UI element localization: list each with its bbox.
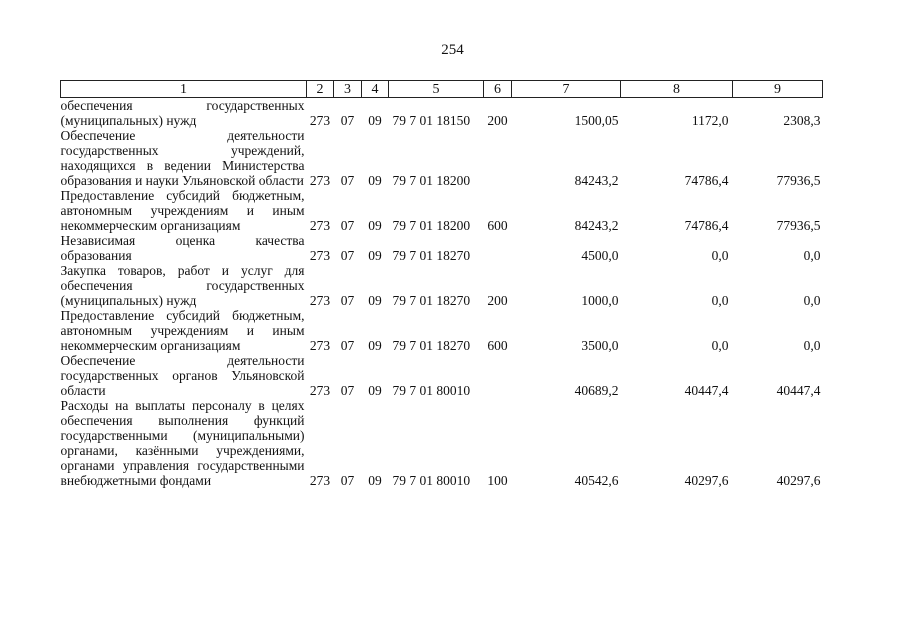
subsection-code: 09	[368, 338, 382, 353]
target-article-code: 79 7 01 18270	[392, 338, 471, 353]
amount-col8: 40297,6	[684, 473, 729, 488]
expense-type-code	[484, 128, 512, 188]
section-code: 07	[340, 218, 355, 233]
expense-name: Закупка товаров, работ и услуг для обеспечения государственных (муниципальных) нужд	[60, 263, 305, 308]
ministry-code: 273	[309, 338, 331, 353]
expense-type-code	[484, 233, 512, 263]
amount-col8: 40447,4	[684, 383, 729, 398]
column-header: 8	[621, 81, 733, 98]
page-number: 254	[441, 42, 464, 58]
amount-col9: 0,0	[803, 248, 821, 263]
amount-col9: 0,0	[803, 338, 821, 353]
amount-col8: 74786,4	[684, 218, 729, 233]
table-row	[61, 233, 823, 263]
expense-name: обеспечения государственных (муниципальных) нужд	[60, 98, 305, 128]
expense-name: Предоставление субсидий бюджетным, автономным учреждениям и иным некоммерческим организациям	[60, 188, 305, 233]
amount-col9: 40447,4	[776, 383, 821, 398]
table-row	[61, 353, 823, 398]
section-code: 07	[340, 383, 355, 398]
expense-name: Расходы на выплаты персоналу в целях обеспечения выполнения функций государственными (муниципальными) органами, казёнными учреждениями, органами управления государственными внебюджетными фондами	[60, 398, 305, 488]
expense-type-code: 200	[487, 293, 508, 308]
amount-col8: 0,0	[711, 293, 729, 308]
section-code: 07	[340, 338, 355, 353]
amount-col9: 77936,5	[776, 218, 821, 233]
table-row	[61, 398, 823, 488]
amount-col7: 40689,2	[574, 383, 619, 398]
amount-col7: 4500,0	[581, 248, 619, 263]
amount-col8: 0,0	[711, 248, 729, 263]
target-article-code: 79 7 01 18270	[392, 293, 471, 308]
amount-col9: 77936,5	[776, 173, 821, 188]
expense-type-code: 600	[487, 338, 508, 353]
target-article-code: 79 7 01 18270	[392, 248, 471, 263]
amount-col9: 0,0	[803, 293, 821, 308]
expense-type-code: 600	[487, 218, 508, 233]
column-header: 9	[733, 81, 823, 98]
expense-name: Обеспечение деятельности государственных учреждений, находящихся в ведении Министерства образования и науки Ульяновской области	[60, 128, 305, 188]
ministry-code: 273	[309, 218, 331, 233]
table-row	[61, 128, 823, 188]
section-code: 07	[340, 113, 355, 128]
section-code: 07	[340, 473, 355, 488]
amount-col7: 40542,6	[574, 473, 619, 488]
target-article-code: 79 7 01 18200	[392, 218, 471, 233]
amount-col8: 1172,0	[691, 113, 729, 128]
ministry-code: 273	[309, 113, 331, 128]
ministry-code: 273	[309, 473, 331, 488]
expense-type-code	[484, 353, 512, 398]
column-header: 4	[362, 81, 389, 98]
amount-col7: 84243,2	[574, 173, 619, 188]
column-header: 1	[61, 81, 307, 98]
ministry-code: 273	[309, 248, 331, 263]
column-header: 7	[512, 81, 621, 98]
column-header: 6	[484, 81, 512, 98]
expense-type-code: 100	[487, 473, 508, 488]
amount-col9: 2308,3	[783, 113, 821, 128]
column-number-header-row	[61, 81, 823, 98]
subsection-code: 09	[368, 248, 382, 263]
target-article-code: 79 7 01 18150	[392, 113, 471, 128]
budget-table	[60, 80, 823, 488]
target-article-code: 79 7 01 18200	[392, 173, 471, 188]
table-row	[61, 308, 823, 353]
subsection-code: 09	[368, 218, 382, 233]
subsection-code: 09	[368, 473, 382, 488]
section-code: 07	[340, 293, 355, 308]
expense-type-code: 200	[487, 113, 508, 128]
section-code: 07	[340, 173, 355, 188]
subsection-code: 09	[368, 113, 382, 128]
table-row	[61, 188, 823, 233]
expense-name: Предоставление субсидий бюджетным, автономным учреждениям и иным некоммерческим организациям	[60, 308, 305, 353]
section-code: 07	[340, 248, 355, 263]
expense-name: Обеспечение деятельности государственных органов Ульяновской области	[60, 353, 305, 398]
amount-col9: 40297,6	[776, 473, 821, 488]
subsection-code: 09	[368, 383, 382, 398]
column-header: 5	[389, 81, 484, 98]
ministry-code: 273	[309, 173, 331, 188]
amount-col7: 1000,0	[581, 293, 619, 308]
subsection-code: 09	[368, 293, 382, 308]
subsection-code: 09	[368, 173, 382, 188]
ministry-code: 273	[309, 383, 331, 398]
amount-col8: 0,0	[711, 338, 729, 353]
column-header: 3	[334, 81, 362, 98]
amount-col7: 1500,05	[574, 113, 619, 128]
target-article-code: 79 7 01 80010	[392, 383, 471, 398]
table-row	[61, 263, 823, 308]
amount-col7: 3500,0	[581, 338, 619, 353]
table-row	[61, 98, 823, 129]
expense-name: Независимая оценка качества образования	[60, 233, 305, 263]
target-article-code: 79 7 01 80010	[392, 473, 471, 488]
column-header: 2	[307, 81, 334, 98]
amount-col7: 84243,2	[574, 218, 619, 233]
ministry-code: 273	[309, 293, 331, 308]
amount-col8: 74786,4	[684, 173, 729, 188]
